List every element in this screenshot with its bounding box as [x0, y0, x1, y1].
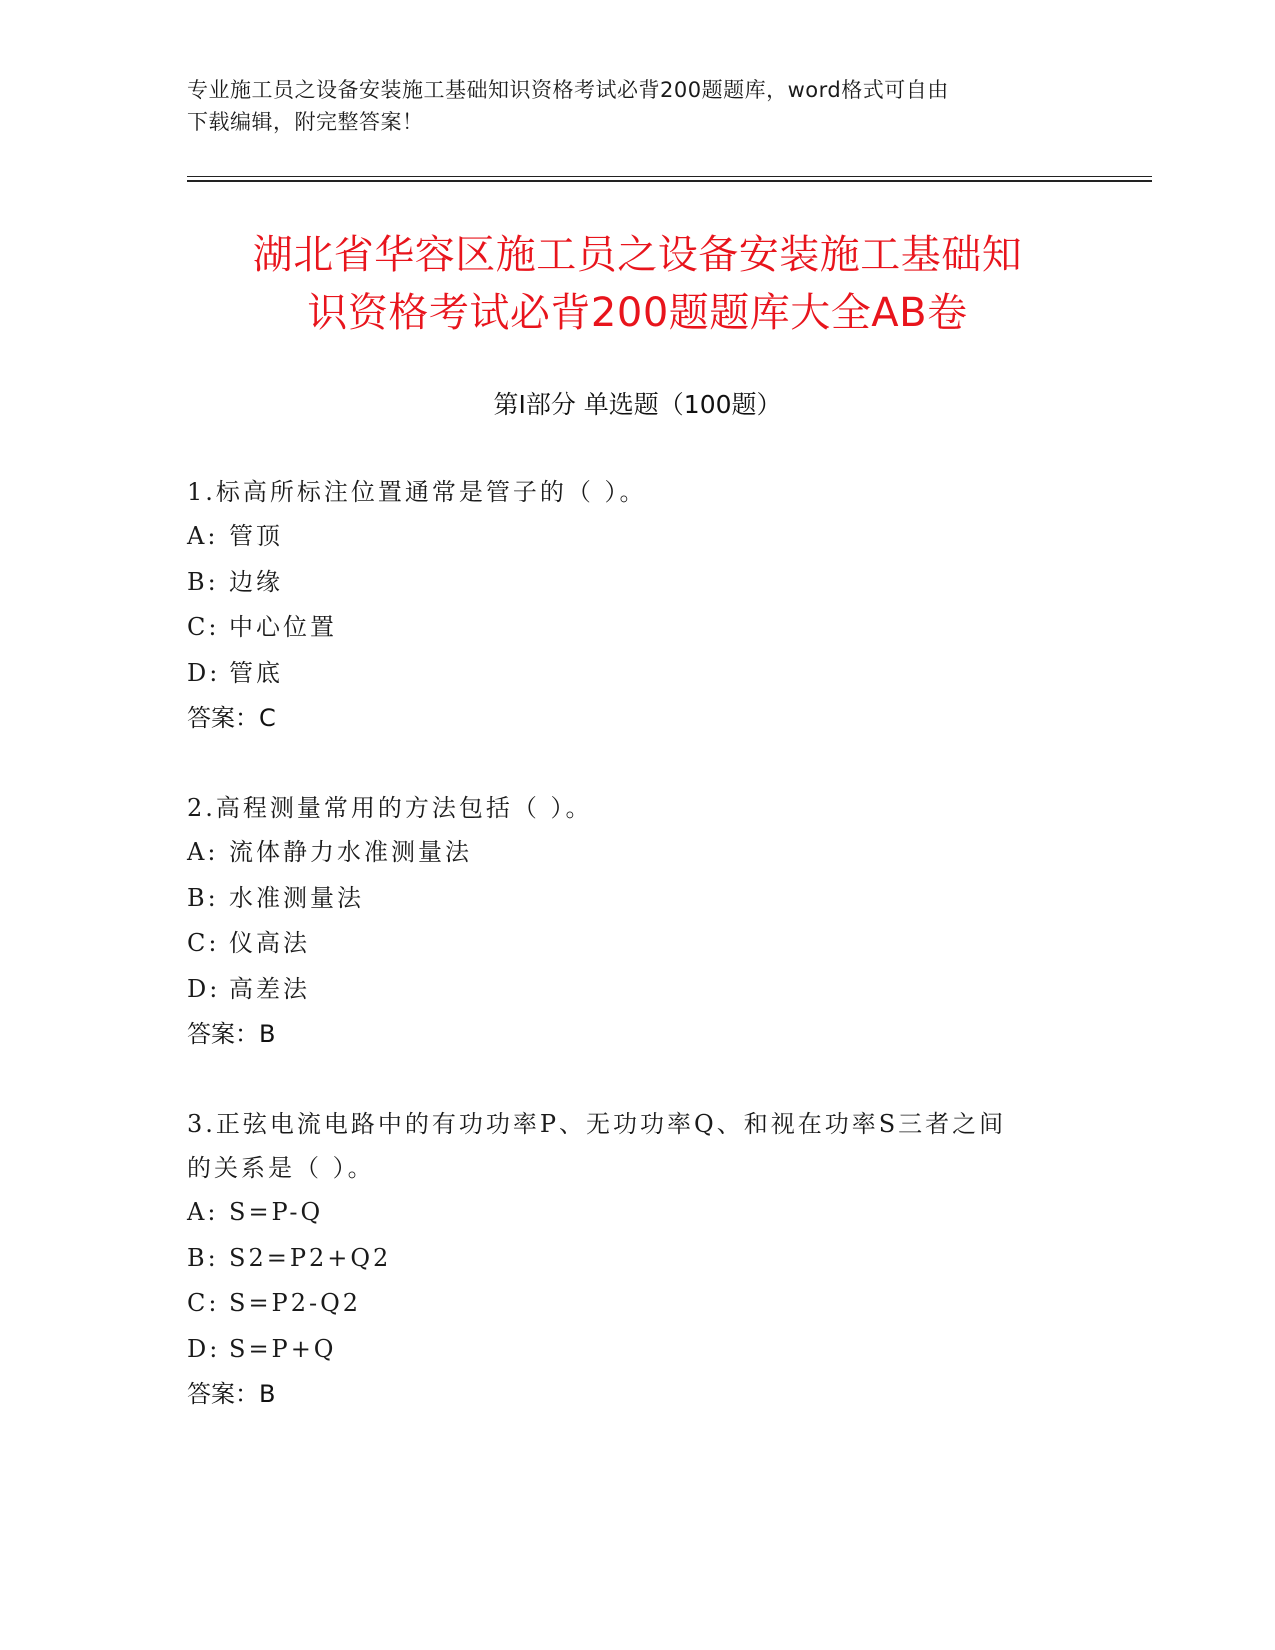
option-text: 流体静力水准测量法 [229, 838, 472, 866]
option-text: 管底 [229, 658, 283, 687]
option-letter: C: [187, 613, 220, 641]
header-rule-thin [187, 176, 1152, 177]
option-text: 水准测量法 [229, 883, 364, 912]
option-letter: D: [187, 1334, 221, 1363]
option-a [187, 1190, 1087, 1236]
option-letter: D: [187, 658, 221, 687]
option-a [187, 830, 1087, 876]
header-note-line-2: 下载编辑，附完整答案！ [187, 110, 424, 134]
question-3 [187, 1102, 1087, 1418]
section-heading: 第Ⅰ部分 单选题（100题） [493, 390, 782, 419]
option-c [187, 921, 1087, 967]
option-letter: B: [187, 567, 219, 596]
header-note [187, 74, 1067, 138]
option-text: S=P+Q [229, 1334, 337, 1363]
document-title [150, 226, 1125, 342]
option-letter: A: [187, 838, 219, 866]
option-text: 高差法 [229, 974, 310, 1003]
question-1 [187, 470, 1087, 742]
option-letter: B: [187, 883, 219, 912]
option-text: 中心位置 [229, 613, 337, 641]
option-b [187, 1236, 1087, 1282]
option-a [187, 514, 1087, 560]
option-text: 边缘 [229, 567, 283, 596]
header-rule-thick [187, 180, 1152, 182]
option-letter: D: [187, 974, 221, 1003]
answer-line: 答案：B [187, 1380, 276, 1408]
answer-line: 答案：B [187, 1020, 276, 1048]
option-text: S=P2-Q2 [229, 1289, 362, 1317]
question-stem: 3.正弦电流电路中的有功功率P、无功功率Q、和视在功率S三者之间 [187, 1110, 1007, 1138]
answer-line: 答案：C [187, 704, 276, 732]
option-letter: A: [187, 1198, 219, 1226]
option-text: S=P-Q [229, 1198, 324, 1226]
option-text: 管顶 [229, 522, 283, 550]
question-stem-continued: 的关系是（ ）。 [187, 1154, 375, 1182]
option-letter: A: [187, 522, 219, 550]
question-stem: 2.高程测量常用的方法包括（ ）。 [187, 794, 593, 822]
option-d [187, 967, 1087, 1013]
option-c [187, 1281, 1087, 1327]
option-b [187, 560, 1087, 606]
option-letter: B: [187, 1243, 219, 1272]
question-2 [187, 786, 1087, 1058]
option-b [187, 876, 1087, 922]
option-c [187, 605, 1087, 651]
option-text: S2=P2+Q2 [229, 1243, 392, 1272]
question-stem: 1.标高所标注位置通常是管子的（ ）。 [187, 478, 647, 506]
option-d [187, 1327, 1087, 1373]
document-title-line-2: 识资格考试必背200题题库大全AB卷 [307, 290, 968, 336]
option-letter: C: [187, 929, 220, 957]
option-letter: C: [187, 1289, 220, 1317]
option-d [187, 651, 1087, 697]
option-text: 仪高法 [229, 929, 310, 957]
document-title-line-1: 湖北省华容区施工员之设备安装施工基础知 [252, 232, 1023, 278]
header-note-line-1: 专业施工员之设备安装施工基础知识资格考试必背200题题库，word格式可自由 [187, 78, 949, 102]
